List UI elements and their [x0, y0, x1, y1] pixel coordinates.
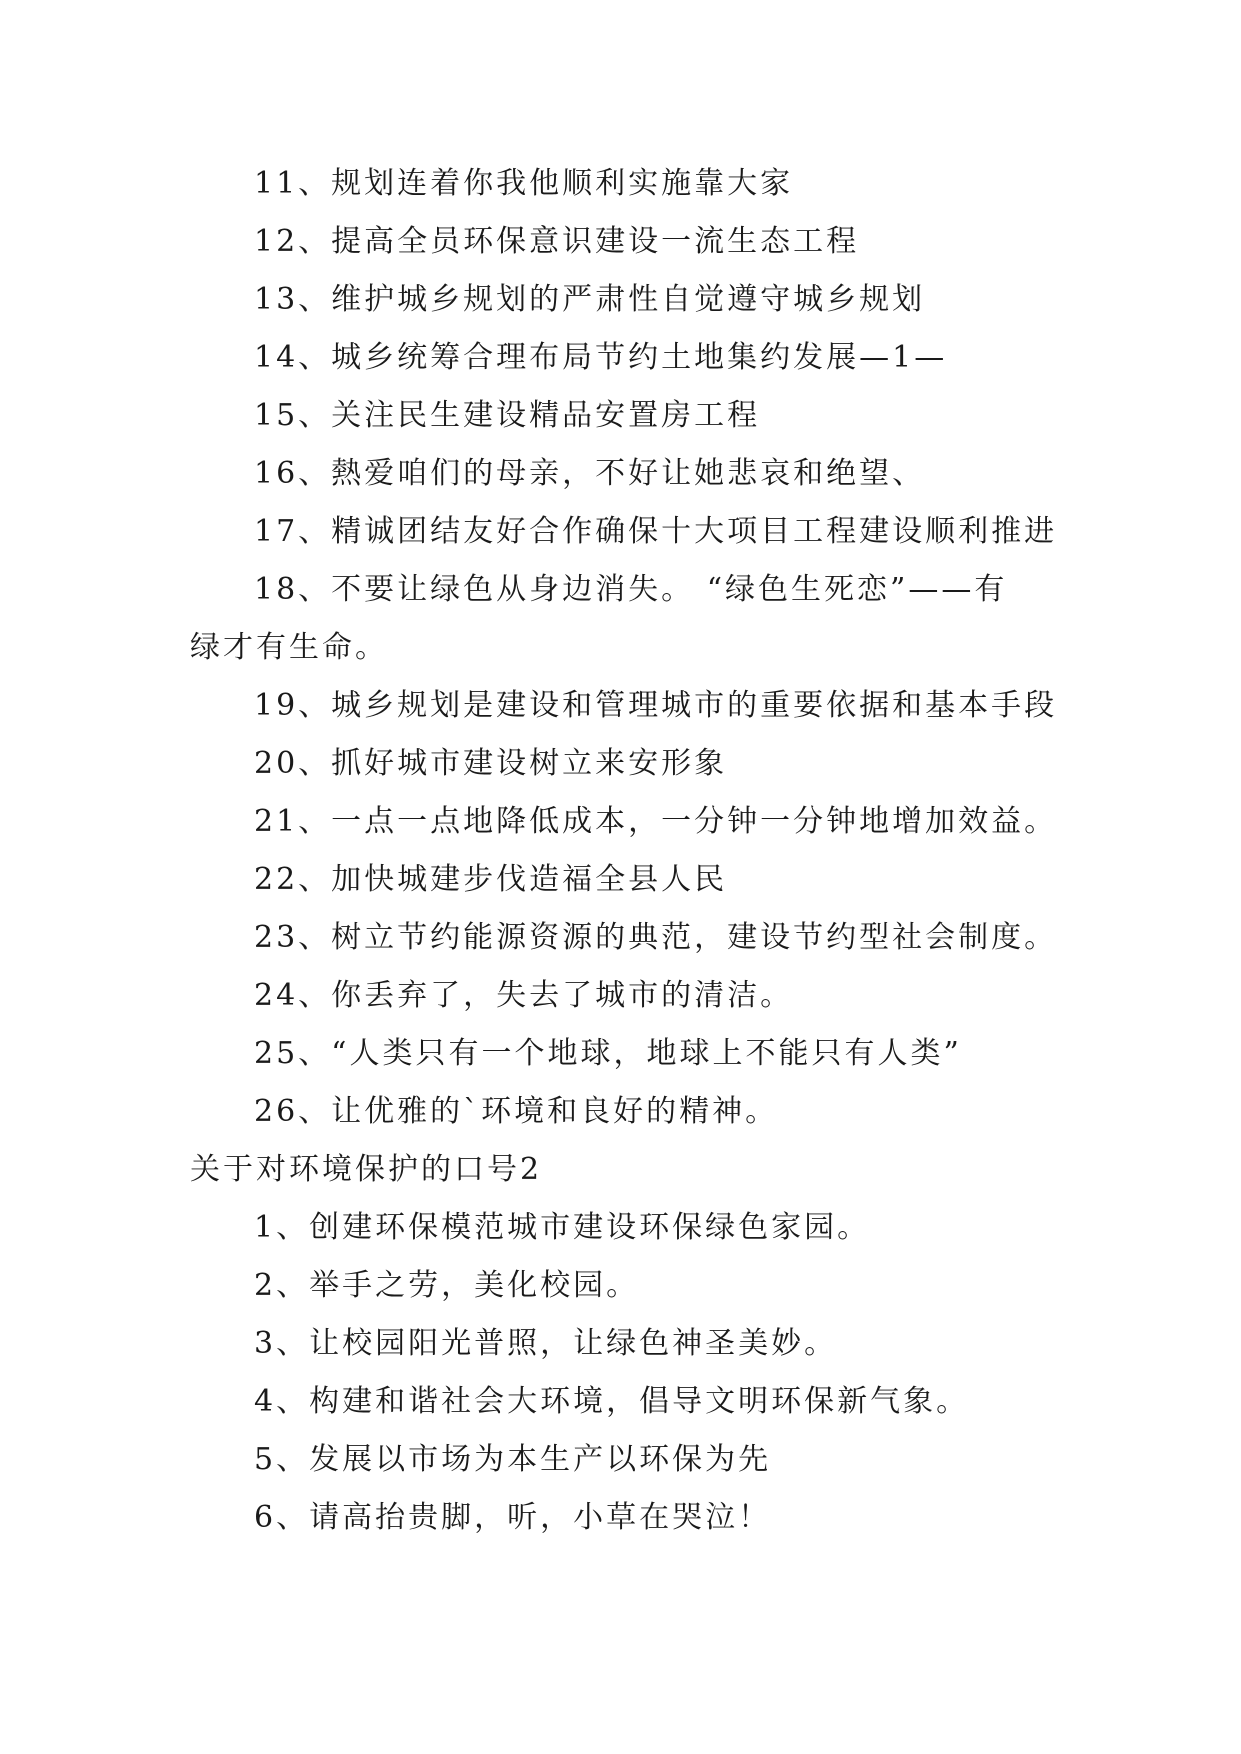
slogan-line-18-continuation: 绿才有生命。: [190, 630, 388, 665]
slogan2-line-1: 1、创建环保模范城市建设环保绿色家园。: [254, 1210, 871, 1245]
slogan-line-15: 15、关注民生建设精品安置房工程: [254, 398, 761, 433]
section-heading: 关于对环境保护的口号2: [190, 1152, 543, 1187]
slogan-line-13: 13、维护城乡规划的严肃性自觉遵守城乡规划: [254, 282, 926, 317]
slogan-line-16: 16、熱爱咱们的母亲，不好让她悲哀和绝望、: [254, 456, 926, 491]
slogan-line-23: 23、树立节约能源资源的典范，建设节约型社会制度。: [254, 920, 1058, 955]
slogan2-line-3: 3、让校园阳光普照，让绿色神圣美妙。: [254, 1326, 838, 1361]
slogan-line-22: 22、加快城建步伐造福全县人民: [254, 862, 728, 897]
slogan-line-26: 26、让优雅的`环境和良好的精神。: [254, 1094, 779, 1129]
slogan-line-20: 20、抓好城市建设树立来安形象: [254, 746, 728, 781]
slogan2-line-2: 2、举手之劳，美化校园。: [254, 1268, 640, 1303]
slogan-line-24: 24、你丢弃了，失去了城市的清洁。: [254, 978, 794, 1013]
slogan-line-12: 12、提高全员环保意识建设一流生态工程: [254, 224, 860, 259]
slogan-line-25: 25、“人类只有一个地球，地球上不能只有人类”: [254, 1036, 962, 1071]
slogan2-line-6: 6、请高抬贵脚，听，小草在哭泣！: [254, 1500, 772, 1535]
slogan-line-11: 11、规划连着你我他顺利实施靠大家: [254, 166, 794, 201]
slogan-line-14: 14、城乡统筹合理布局节约土地集约发展—1—: [254, 340, 948, 375]
slogan-line-21: 21、一点一点地降低成本，一分钟一分钟地增加效益。: [254, 804, 1058, 839]
slogan-line-19: 19、城乡规划是建设和管理城市的重要依据和基本手段: [254, 688, 1058, 723]
slogan-line-18: 18、不要让绿色从身边消失。 “绿色生死恋”——有: [254, 572, 1008, 607]
slogan2-line-4: 4、构建和谐社会大环境，倡导文明环保新气象。: [254, 1384, 970, 1419]
slogan2-line-5: 5、发展以市场为本生产以环保为先: [254, 1442, 772, 1477]
slogan-line-17: 17、精诚团结友好合作确保十大项目工程建设顺利推进: [254, 514, 1058, 549]
